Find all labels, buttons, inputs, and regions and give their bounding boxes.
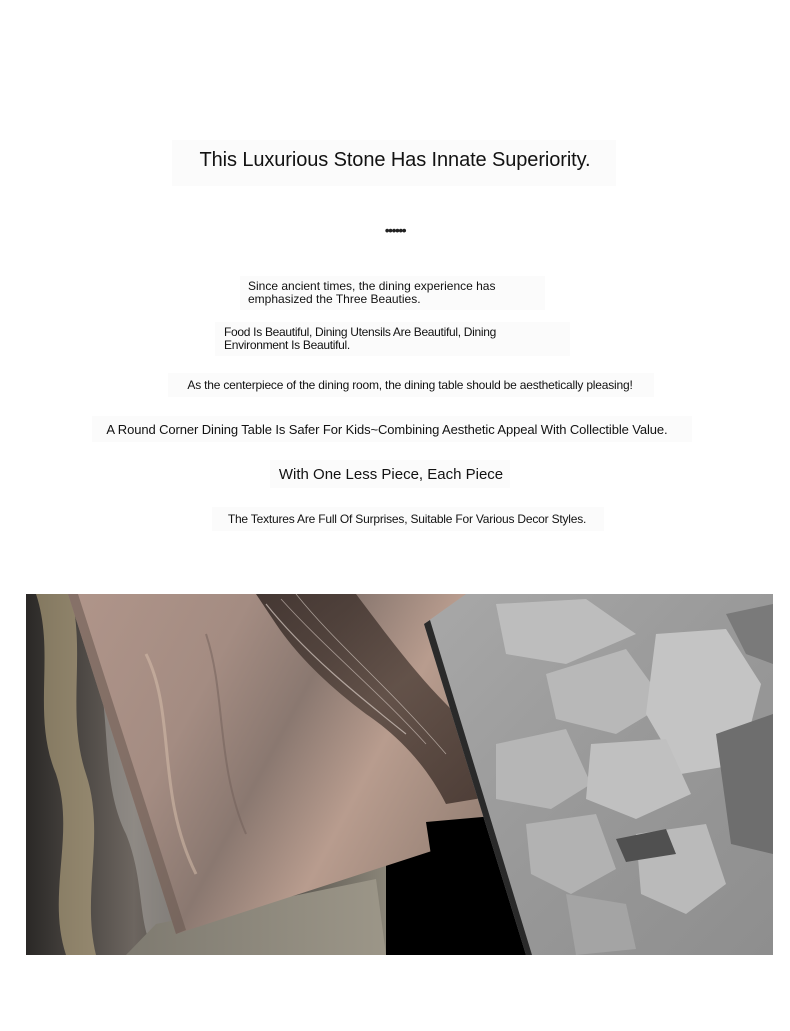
stone-slabs-photo <box>26 594 773 955</box>
paragraph-textures: The Textures Are Full Of Surprises, Suitable For Various Decor Styles. <box>227 512 587 526</box>
page-headline: This Luxurious Stone Has Innate Superiority. <box>199 149 591 171</box>
dot-divider: •••••• <box>384 222 406 238</box>
paragraph-centerpiece: As the centerpiece of the dining room, the dining table should be aesthetically pleasing! <box>187 378 633 392</box>
paragraph-ancient: Since ancient times, the dining experience has emphasized the Three Beauties. <box>248 279 496 306</box>
paragraph-three-beauties: Food Is Beautiful, Dining Utensils Are Beautiful, Dining Environment Is Beautiful. <box>224 325 497 352</box>
paragraph-round-corner: A Round Corner Dining Table Is Safer For Kids~Combining Aesthetic Appeal With Collectible Value. <box>106 422 668 437</box>
paragraph-one-less-piece: With One Less Piece, Each Piece <box>278 466 504 483</box>
